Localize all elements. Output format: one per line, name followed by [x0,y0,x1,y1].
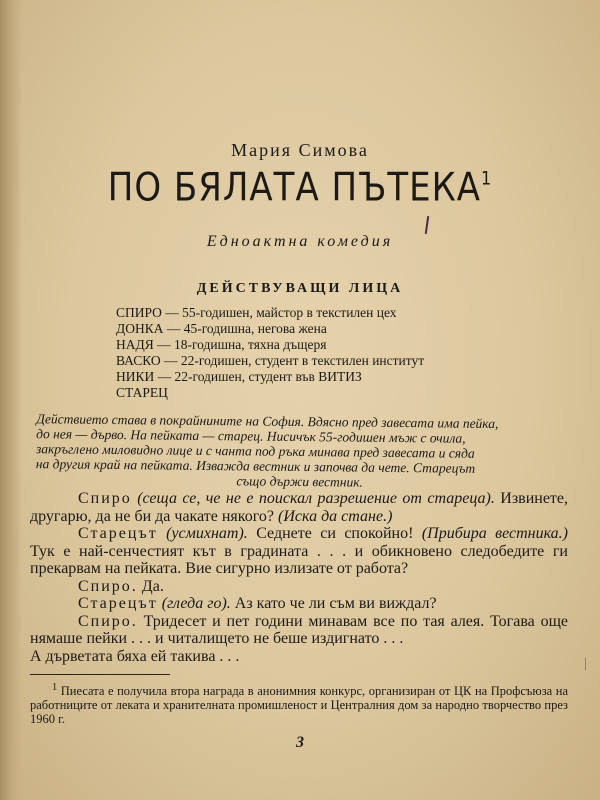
stage-direction [36,411,565,492]
pen-mark [425,216,429,234]
stage-remark: (Иска да стане.) [278,507,393,525]
spoken-line: А дърветата бяха ей такива . . . [30,647,240,665]
spoken-line: Аз като че ли съм ви виждал? [230,595,437,612]
dialogue-paragraph [30,613,568,648]
cast-item: ВАСКО — 22-годишен, студент в текстилен институт [116,353,425,368]
stage-direction-line: до нея — дърво. На пейката — старец. Нисичък 55-годишен мъж с очила, [36,426,466,446]
dialogue-paragraph [30,490,568,525]
spoken-line: Тридесет и пет години минавам все по тая алея. Тогава още нямаше пейки . . . и читалището не беше издигнато . . . [30,612,568,647]
speaker-name: Спиро. [78,577,138,595]
play-title-text: ПО БЯЛАТА ПЪТЕКА [107,165,482,211]
stage-direction-line: също държи вестник. [236,473,364,490]
margin-tick-mark: | [584,656,587,671]
cast-list [116,305,536,401]
cast-item: ДОНКА — 45-годишна, негова жена [116,321,327,336]
play-title [0,165,600,211]
cast-item: СПИРО — 55-годишен, майстор в текстилен цех [116,305,397,320]
cast-item: НАДЯ — 18-годишна, тяхна дъщеря [116,337,327,352]
footnote [30,681,568,726]
spoken-line: Седнете си спокойно! [247,525,414,542]
page-number: 3 [296,734,304,751]
dialogue [30,490,568,665]
cast-item: НИКИ — 22-годишен, студент във ВИТИЗ [116,369,362,384]
spoken-line: Да. [137,577,164,595]
stage-remark: (Прибира вестника.) [421,525,569,542]
spoken-line: Тук е най-сенчестият кът в градината . . . и обикновено следобедите ги прекарвам на пейката. Вие сигурно излизате от работа? [30,542,568,577]
spoken-line: Извинете, другарю, да не би да чакате някого? [30,490,569,525]
speaker-name: Старецът [78,525,158,542]
page-binding-shadow [0,0,22,800]
stage-remark: (гледа го). [161,595,231,612]
stage-direction-line: Действието става в покрайнините на София. Вдясно пред завесата има пейка, [36,411,499,432]
cast-heading: ДЕЙСТВУВАЩИ ЛИЦА [196,281,404,296]
cast-item: СТАРЕЦ [116,385,168,400]
footnote-text [30,681,568,726]
dialogue-paragraph [30,578,568,596]
speaker-name: Спиро [78,490,132,507]
footnote-marker: 1 [52,682,58,693]
stage-remark: (усмихнат). [166,525,248,542]
stage-direction-line: на другия край на пейката. Изважда вестник и започва да чете. Старецът [35,456,476,476]
play-genre: Едноактна комедия [206,233,394,250]
speaker-name: Старецът [78,595,158,612]
dialogue-paragraph [30,525,568,578]
footnote-body: Пиесата е получила втора награда в анонимния конкурс, организиран от ЦК на Профсъюза на работниците от леката и хранителната промишленост и Централния дом за народно творчество през 1960 г. [30,684,568,727]
dialogue-paragraph [30,595,568,613]
speaker-name: Спиро. [78,612,138,630]
dialogue-paragraph [30,648,568,666]
author-name: Мария Симова [231,140,369,160]
stage-direction-line: закръглено миловидно лице и с чанта под ръка минава пред завесата и сяда [35,441,475,461]
title-footnote-marker: 1 [481,167,493,190]
footnote-divider [30,674,170,675]
stage-remark: (сеща се, че не е поискал разрешение от стареца). [137,490,495,507]
